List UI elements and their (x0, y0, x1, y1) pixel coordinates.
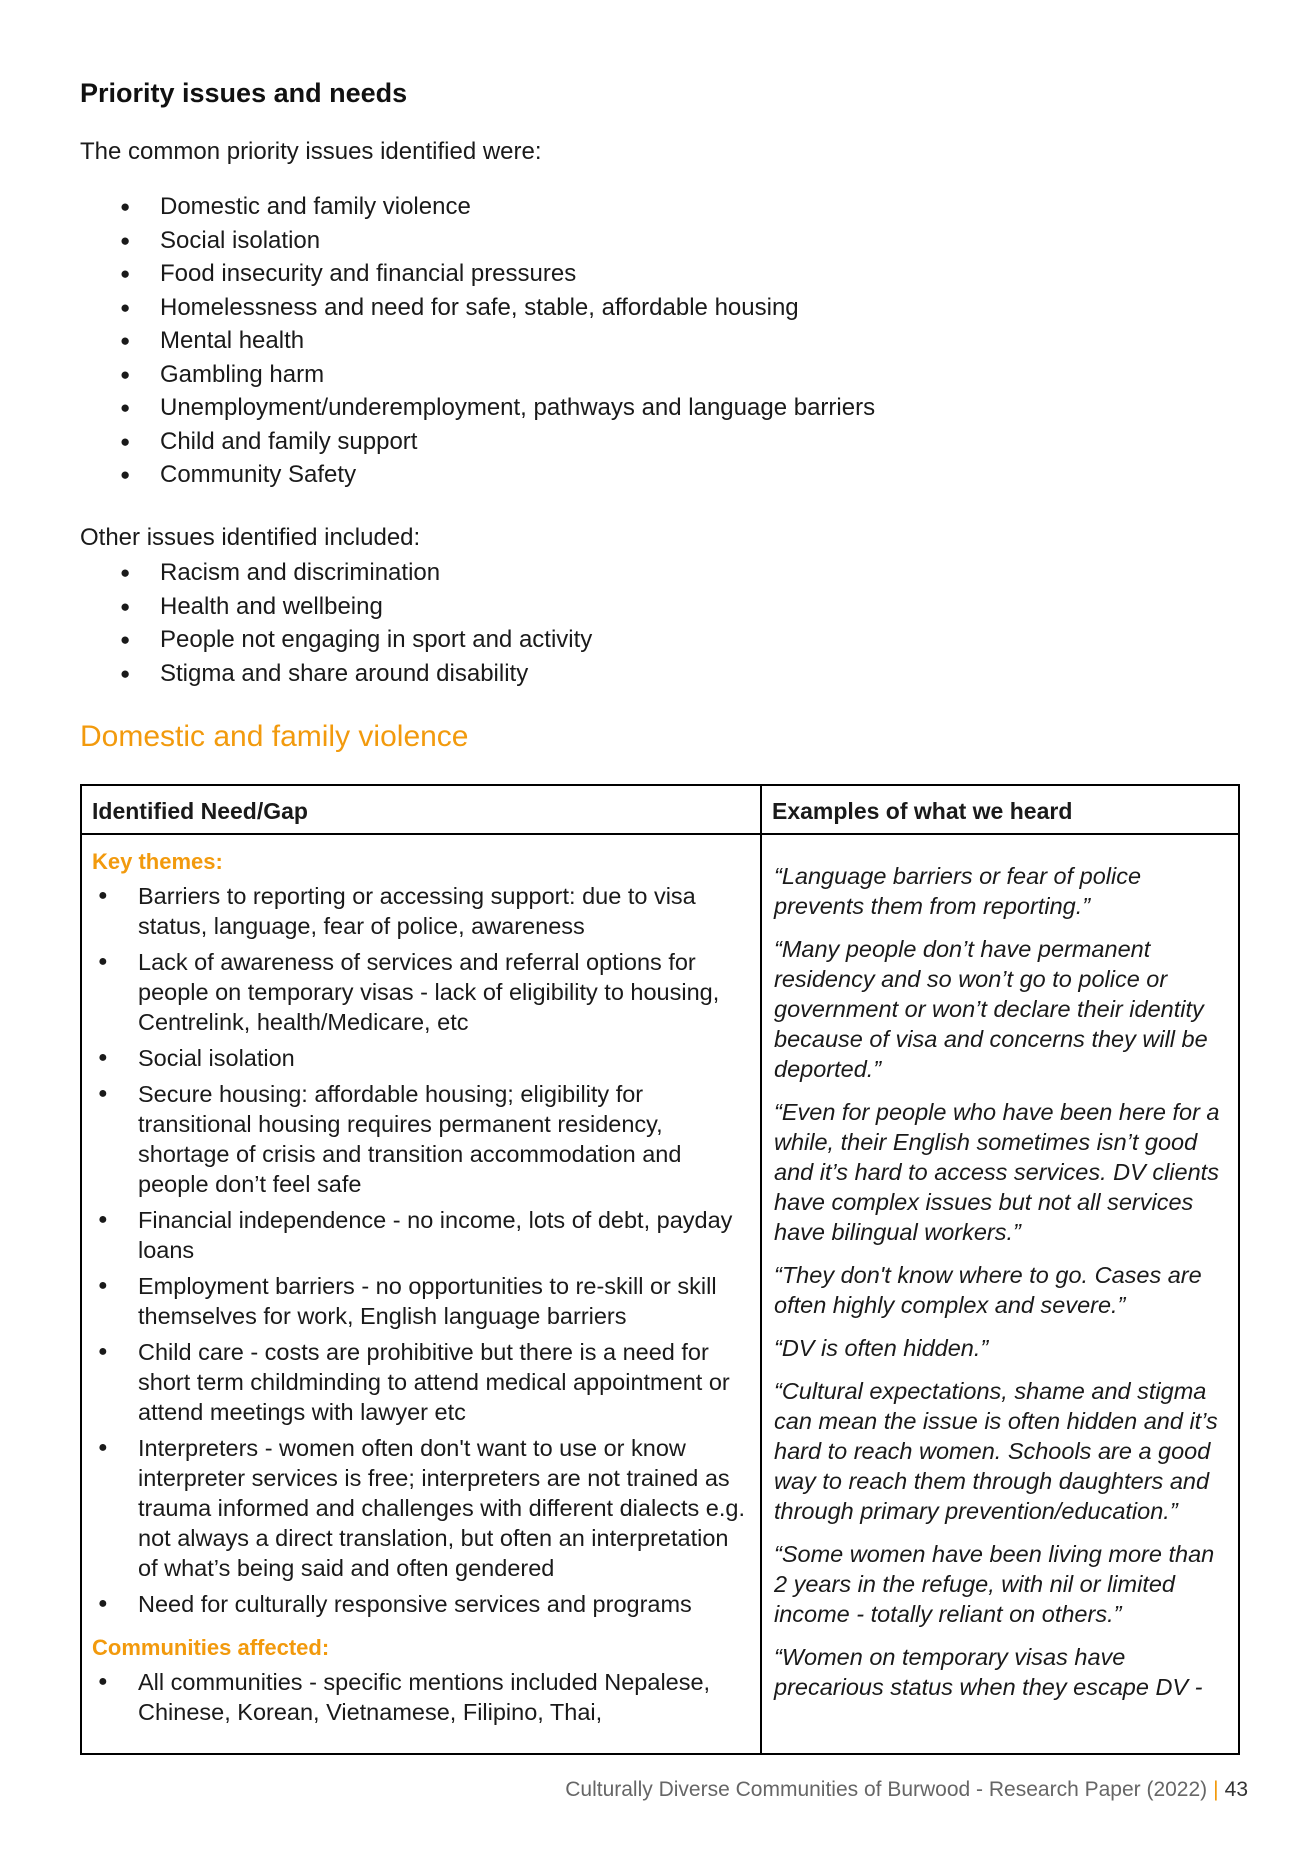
list-item: ● Financial independence - no income, lots of debt, payday loans (92, 1205, 746, 1265)
other-issues-list (80, 556, 592, 690)
list-item: ● Lack of awareness of services and referral options for people on temporary visas - lack of eligibility to housing, Centrelink, health/Medicare, etc (92, 947, 746, 1037)
list-item: ● Health and wellbeing (80, 590, 592, 624)
list-item: ● Stigma and share around disability (80, 657, 592, 691)
page-footer (565, 1778, 1248, 1802)
list-item: ● Mental health (80, 324, 875, 358)
communities-list (92, 1667, 746, 1727)
list-item: ● Domestic and family violence (80, 190, 875, 224)
priority-intro: The common priority issues identified were: (80, 138, 542, 165)
list-item: ● Secure housing: affordable housing; eligibility for transitional housing requires permanent residency, shortage of crisis and transition accommodation and people don’t feel safe (92, 1079, 746, 1199)
other-issues-intro: Other issues identified included: (80, 524, 421, 551)
key-themes-list (92, 881, 746, 1619)
list-item: ● All communities - specific mentions included Nepalese, Chinese, Korean, Vietnamese, Filipino, Thai, (92, 1667, 746, 1727)
footer-title: Culturally Diverse Communities of Burwood - Research Paper (2022) (565, 1778, 1208, 1801)
list-item: ● People not engaging in sport and activity (80, 623, 592, 657)
quote: “Even for people who have been here for a while, their English sometimes isn’t good and it’s hard to access services. DV clients have complex issues but not all services have bilingual workers.” (774, 1099, 1220, 1245)
list-item: ● Barriers to reporting or accessing support: due to visa status, language, fear of police, awareness (92, 881, 746, 941)
priority-heading: Priority issues and needs (80, 78, 408, 108)
table-header-row (81, 785, 1239, 834)
quote: “Women on temporary visas have precarious status when they escape DV - (774, 1644, 1203, 1700)
need-gap-cell (81, 834, 761, 1754)
list-item: ● Unemployment/underemployment, pathways and language barriers (80, 391, 875, 425)
table-row (81, 834, 1239, 1754)
header-examples: Examples of what we heard (761, 785, 1239, 834)
list-item: ● Homelessness and need for safe, stable, affordable housing (80, 291, 875, 325)
list-item: ● Child care - costs are prohibitive but there is a need for short term childminding to attend medical appointment or attend meetings with lawyer etc (92, 1337, 746, 1427)
quote: “DV is often hidden.” (774, 1335, 989, 1361)
section-title: Domestic and family violence (80, 720, 469, 753)
list-item: ● Interpreters - women often don't want to use or know interpreter services is free; interpreters are not trained as trauma informed and challenges with different dialects e.g. not always a direct translation, but often an interpretation of what’s being said and often gendered (92, 1433, 746, 1583)
footer-separator: | (1213, 1778, 1219, 1801)
header-need-gap: Identified Need/Gap (81, 785, 761, 834)
list-item: ● Employment barriers - no opportunities to re-skill or skill themselves for work, English language barriers (92, 1271, 746, 1331)
list-item: ● Food insecurity and financial pressures (80, 257, 875, 291)
list-item: ● Need for culturally responsive services and programs (92, 1589, 746, 1619)
quote: “Many people don’t have permanent residency and so won’t go to police or government or won’t declare their identity because of visa and concerns they will be deported.” (774, 936, 1208, 1082)
quote: “They don't know where to go. Cases are often highly complex and severe.” (774, 1262, 1202, 1318)
examples-cell (761, 834, 1239, 1754)
page-number: 43 (1224, 1778, 1248, 1801)
priority-list (80, 190, 875, 492)
key-themes-label: Key themes: (92, 849, 223, 874)
quote: “Some women have been living more than 2 years in the refuge, with nil or limited income - totally reliant on others.” (774, 1541, 1215, 1627)
list-item: ● Social isolation (92, 1043, 746, 1073)
communities-label: Communities affected: (92, 1635, 330, 1660)
quote: “Language barriers or fear of police prevents them from reporting.” (774, 863, 1142, 919)
quote: “Cultural expectations, shame and stigma can mean the issue is often hidden and it’s hard to reach women. Schools are a good way to reach them through daughters and through primary prevention/education.” (774, 1378, 1218, 1524)
list-item: ● Child and family support (80, 425, 875, 459)
needs-table (80, 784, 1240, 1755)
list-item: ● Social isolation (80, 224, 875, 258)
list-item: ● Community Safety (80, 458, 875, 492)
list-item: ● Gambling harm (80, 358, 875, 392)
list-item: ● Racism and discrimination (80, 556, 592, 590)
